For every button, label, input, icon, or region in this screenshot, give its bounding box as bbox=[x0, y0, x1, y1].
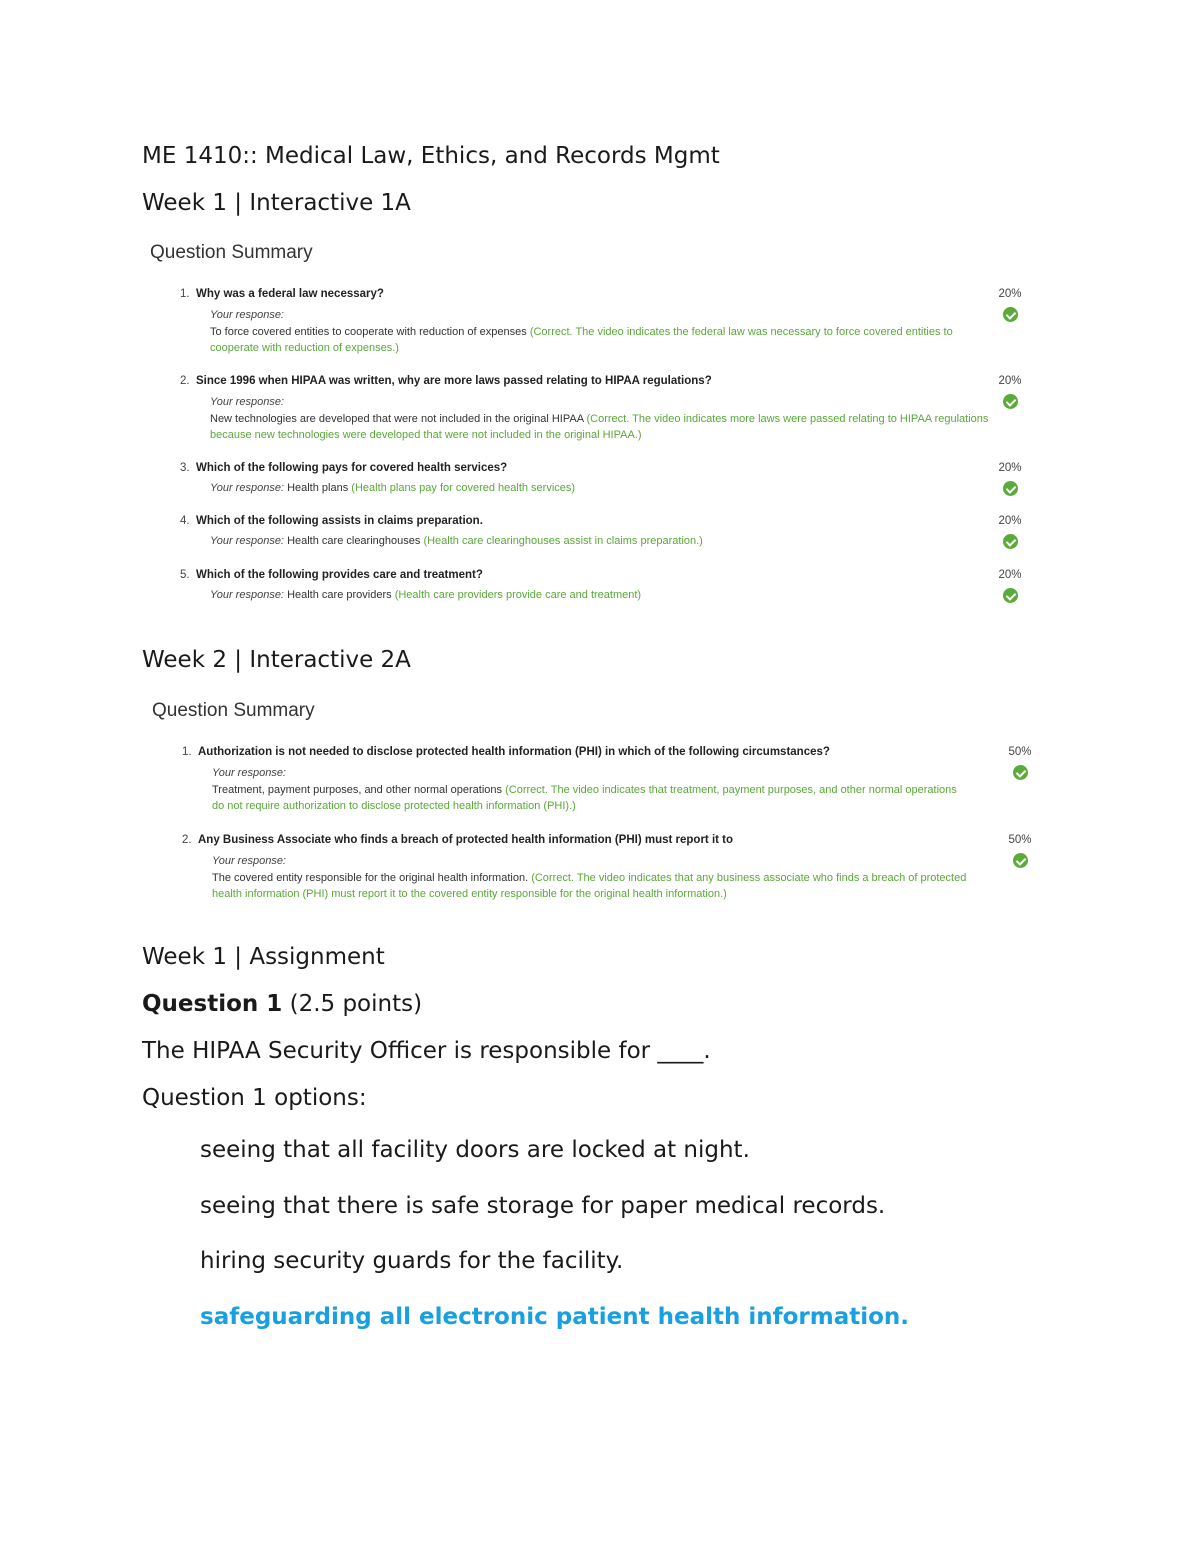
correct-check-icon bbox=[1003, 307, 1018, 322]
question-score: 20% bbox=[998, 375, 1022, 387]
question-text bbox=[180, 569, 483, 581]
response-label: Your response: bbox=[210, 309, 284, 321]
question-number: 4. bbox=[180, 515, 190, 527]
response-block bbox=[212, 853, 972, 903]
correct-check-icon bbox=[1003, 534, 1018, 549]
question-summary-title: Question Summary bbox=[150, 242, 313, 263]
question-label: Which of the following pays for covered health services? bbox=[196, 462, 508, 474]
response-label: Your response: bbox=[210, 535, 284, 547]
question-label: Since 1996 when HIPAA was written, why are more laws passed relating to HIPAA regulations? bbox=[196, 375, 712, 387]
question-text bbox=[182, 746, 830, 758]
response-block bbox=[210, 480, 1000, 497]
option-1: seeing that all facility doors are locked at night. bbox=[200, 1137, 750, 1163]
response-label: Your response: bbox=[210, 396, 284, 408]
course-title: ME 1410:: Medical Law, Ethics, and Records Mgmt bbox=[142, 143, 720, 169]
response-feedback: (Correct. The video indicates that any business associate who finds a breach of protected health information (PHI) must report it to the covered entity responsible for the original health information.) bbox=[212, 871, 967, 900]
response-feedback: (Health plans pay for covered health services) bbox=[351, 482, 576, 494]
response-text: Health care clearinghouses bbox=[287, 535, 421, 547]
question-label: Any Business Associate who finds a breach of protected health information (PHI) must report it to bbox=[198, 834, 734, 846]
question-score: 20% bbox=[998, 569, 1022, 581]
response-feedback: (Correct. The video indicates more laws were passed relating to HIPAA regulations because new technologies were developed that were not included in the original HIPAA.) bbox=[210, 412, 989, 441]
response-block bbox=[210, 587, 1000, 604]
question-text bbox=[180, 462, 507, 474]
question-number-label: Question 1 bbox=[142, 991, 283, 1017]
response-text: Health plans bbox=[287, 482, 349, 494]
question-label: Authorization is not needed to disclose protected health information (PHI) in which of the following circumstances? bbox=[198, 746, 830, 758]
correct-check-icon bbox=[1003, 394, 1018, 409]
question-score: 50% bbox=[1008, 834, 1032, 846]
option-3: hiring security guards for the facility. bbox=[200, 1248, 624, 1274]
question-number: 1. bbox=[180, 288, 190, 300]
response-block bbox=[210, 307, 1000, 357]
question-score: 50% bbox=[1008, 746, 1032, 758]
question-summary-2a bbox=[142, 700, 1042, 910]
question-score: 20% bbox=[998, 288, 1022, 300]
question-label: Which of the following provides care and treatment? bbox=[196, 569, 483, 581]
week1-assignment-heading: Week 1 | Assignment bbox=[142, 944, 385, 970]
correct-check-icon bbox=[1003, 481, 1018, 496]
response-feedback: (Correct. The video indicates that treatment, payment purposes, and other normal operations do not require authorization to disclose protected health information (PHI).) bbox=[212, 783, 957, 812]
question-text bbox=[180, 375, 712, 387]
response-text: New technologies are developed that were not included in the original HIPAA bbox=[210, 412, 584, 425]
option-4-correct: safeguarding all electronic patient health information. bbox=[200, 1304, 910, 1330]
response-label: Your response: bbox=[210, 589, 284, 601]
question-score: 20% bbox=[998, 515, 1022, 527]
response-block bbox=[210, 394, 1000, 444]
response-block bbox=[210, 533, 1000, 550]
question-number: 1. bbox=[182, 746, 192, 758]
question-label: Which of the following assists in claims preparation. bbox=[196, 515, 483, 527]
response-label: Your response: bbox=[210, 482, 284, 494]
response-text: Treatment, payment purposes, and other normal operations bbox=[212, 783, 503, 796]
question-text bbox=[180, 288, 384, 300]
question-points: (2.5 points) bbox=[289, 991, 423, 1017]
response-text: The covered entity responsible for the original health information. bbox=[212, 871, 529, 884]
response-text: Health care providers bbox=[287, 589, 392, 601]
correct-check-icon bbox=[1003, 588, 1018, 603]
question-text bbox=[180, 515, 483, 527]
correct-check-icon bbox=[1013, 765, 1028, 780]
question-number: 3. bbox=[180, 462, 190, 474]
question-prompt: The HIPAA Security Officer is responsible for ____. bbox=[142, 1038, 711, 1064]
question-number: 5. bbox=[180, 569, 190, 581]
response-feedback: (Health care providers provide care and treatment) bbox=[394, 589, 642, 601]
question-label: Why was a federal law necessary? bbox=[196, 288, 384, 300]
response-label: Your response: bbox=[212, 767, 286, 779]
question-number: 2. bbox=[182, 834, 192, 846]
question-score: 20% bbox=[998, 462, 1022, 474]
week1-interactive-heading: Week 1 | Interactive 1A bbox=[142, 190, 411, 216]
response-text: To force covered entities to cooperate with reduction of expenses bbox=[210, 325, 527, 338]
week2-interactive-heading: Week 2 | Interactive 2A bbox=[142, 647, 411, 673]
response-feedback: (Correct. The video indicates the federal law was necessary to force covered entities to cooperate with reduction of expenses.) bbox=[210, 325, 953, 354]
response-label: Your response: bbox=[212, 855, 286, 867]
question-summary-1a bbox=[142, 242, 1042, 612]
options-label: Question 1 options: bbox=[142, 1085, 367, 1111]
question-summary-title: Question Summary bbox=[152, 700, 315, 721]
question-heading bbox=[142, 993, 422, 1016]
question-text bbox=[182, 834, 733, 846]
correct-check-icon bbox=[1013, 853, 1028, 868]
option-2: seeing that there is safe storage for paper medical records. bbox=[200, 1193, 886, 1219]
response-block bbox=[212, 765, 972, 815]
response-feedback: (Health care clearinghouses assist in claims preparation.) bbox=[423, 535, 703, 547]
question-number: 2. bbox=[180, 375, 190, 387]
